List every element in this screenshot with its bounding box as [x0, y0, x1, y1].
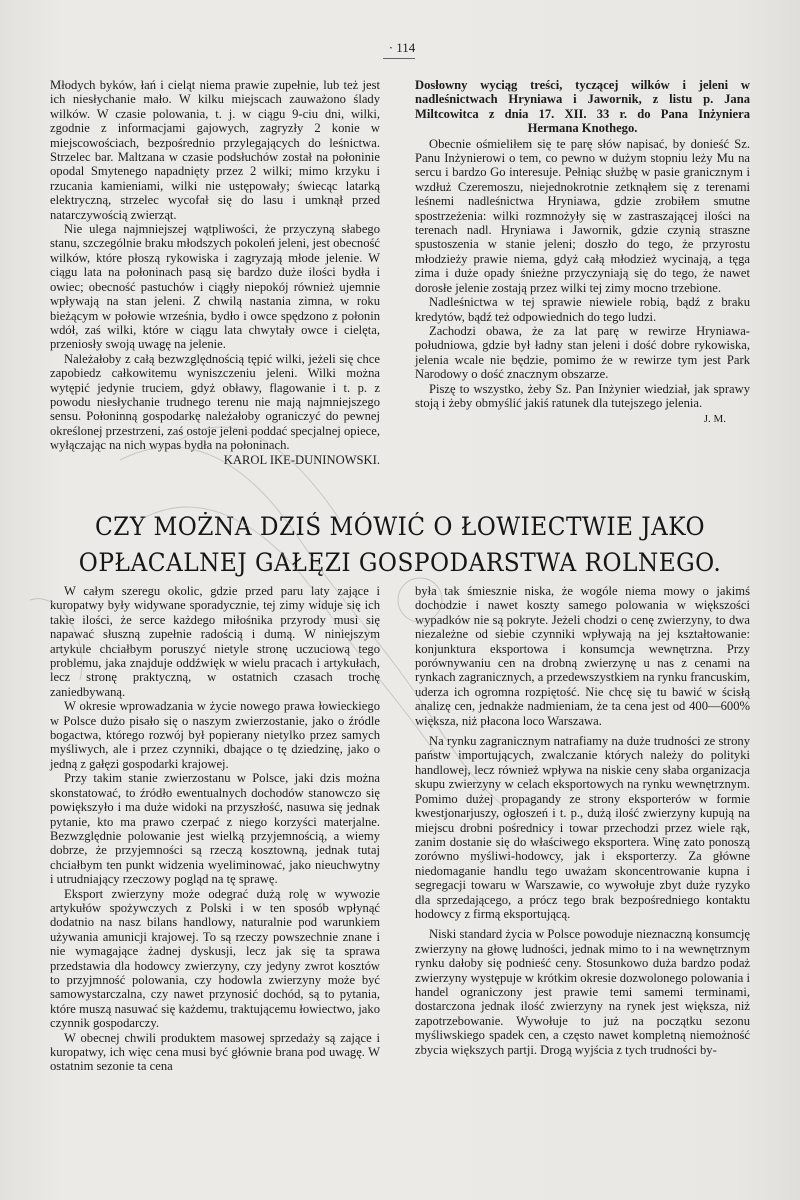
paragraph: W obecnej chwili produktem masowej sprzedaży są zające i kuropatwy, ich więc cena musi być głównie brana pod uwagę. W ostatnim sezonie ta cena: [50, 1030, 380, 1074]
letter-initials: J. M.: [703, 413, 726, 426]
paragraph: Na rynku zagranicznym natrafiamy na duże trudności ze strony państw importujących, zwalczanie których należy do polityki handlowej, lecz również wpływa na niskie ceny słaba organizacja skupu zwierzyny w celach eksportowych na rynku wewnętrznym. Pomimo dużej propagandy ze strony eksporterów w formie kwestjonarjuszy, ogłoszeń i t. p., dużą ilość zwierzyny kupują na miejscu drobni pośrednicy i towar przechodzi przez wiele rąk, zanim dostanie się do właściwego eksportera. Winę zato ponoszą zorówno myśliwi-hodowcy, jak i eksporterzy. Za główne niedomaganie handlu tego uważam skoncentrowanie kupna i segregacji towaru w Warszawie, co wywołuje zbyt duże ryzyko dla sprzedającego, a prócz tego brak bezpośredniego kontaktu hodowcy z firmą eksportującą.: [415, 734, 750, 921]
paragraph: Nie ulega najmniejszej wątpliwości, że przyczyną słabego stanu, szczególnie braku młodszych pokoleń jeleni, jest obecność wilków, które płoszą rykowiska i zagryzają młode jelenie. W ciągu lata na połoninach pasą się bardzo duże ilości bydła i owiec; obecność pastuchów i ciągły niepokój również ujemnie wpływają na stan jeleni. Z chwilą nastania zimna, w roku bieżącym w połowie września, bydło i owce spędzono z połonin wdół, zaś wilki, które w ciągu lata chwytały owce i cielęta, przeniosły swoją uwagę na jelenie.: [50, 222, 380, 352]
letter-heading-line: Miltcowitca z dnia 17. XII. 33 r. do Pana Inżyniera: [415, 106, 750, 121]
paragraph: Eksport zwierzyny może odegrać dużą rolę w wywozie artykułów spożywczych z Polski i w ten sposób wpłynąć dodatnio na nasz bilans handlowy, naturalnie pod warunkiem używania amunicji krajowej. To są rzeczy powszechnie znane i nie wymagające żadnej dyskusji, lecz jak się ta sprawa przedstawia dla hodowcy zwierzyny, czy jedyny zwrot kosztów to przyjmność polowania, czy hodowla zwierzyny może być samowystarczalna, czy nawet przynosić dochód, są to pytania, które muszą nasuwać się każdemu, traktującemu łowiectwo, jako czynnik gospodarczy.: [50, 886, 380, 1031]
letter-heading-line: Hermana Knothego.: [527, 121, 638, 136]
column-top-left: [50, 78, 380, 467]
article-title-line: OPŁACALNEJ GAŁĘZI GOSPODARSTWA ROLNEGO.: [78, 548, 722, 577]
paragraph: Młodych byków, łań i cieląt niema prawie zupełnie, lub też jest ich niesłychanie mało. W kilku miejscach zauważono ślady wilków. W czasie polowania, t. j. w ciągu 9-ciu dni, wilki, zgodnie z informacjami gajowych, zagryzły 2 konie w miejscowościach, bezpośrednio przylegających do leśnictwa. Strzelec bar. Maltzana w czasie podsłuchów został na połoninie opodal Smytenego napadnięty przez 2 wilki; mimo krzyku i rzucania kamieniami, wilki nie ustępowały; świecąc latarką elektryczną, strzelec wycofał się do lasu i umknął przed natarczywością zwierząt.: [50, 78, 380, 222]
paragraph: Nadleśnictwa w tej sprawie niewiele robią, bądź z braku kredytów, bądź też odpowiednich do tego ludzi.: [415, 295, 750, 324]
column-bottom-left: [50, 584, 380, 1074]
article-title-line: CZY MOŻNA DZIŚ MÓWIĆ O ŁOWIECTWIE JAKO: [94, 512, 706, 541]
paragraph: była tak śmiesznie niska, że wogóle niema mowy o jakimś dochodzie i nawet koszty samego polowania w większości wypadków nie są pokryte. Jeżeli chodzi o cenę zwierzyny, to dwa niezależne od siebie czynniki wpływają na jej kształtowanie: konjunktura eksportowa i konsumcja wewnętrzna. Przy porównywaniu cen na drobną zwierzynę u nas z cenami na rynkach zagranicznych, a przedewszystkiem na rynku francuskim, uderza ich ogromna rozpiętość. Nie chcę się tu bawić w ścisłą analizę cen, jednakże nadmieniam, że ta cena jest od 400—600% większa, niż płacona loco Warszawa.: [415, 584, 750, 728]
paragraph: Zachodzi obawa, że za lat parę w rewirze Hryniawa-południowa, gdzie był ładny stan jeleni i dość dobre rykowiska, jelenia wcale nie będzie, pomimo że w rewirze tym jest Park Narodowy o dość znacznym obszarze.: [415, 323, 750, 382]
article-title: [28, 509, 772, 581]
paragraph: W całym szeregu okolic, gdzie przed paru laty zające i kuropatwy były widywane sporadycznie, tej zimy widuje się ich takie ilości, że serce każdego miłośnika przyrody musi się napawać słuszną zupełnie radością i dumą. W niniejszym artykule chciałbym poruszyć nietyle stronę uczuciową tego problemu, jaka znajduje oddźwięk w wielu pracach i artykułach, lecz stronę praktyczną, w ostatnich czasach trochę zaniedbywaną.: [50, 584, 380, 699]
paragraph: Piszę to wszystko, żeby Sz. Pan Inżynier wiedział, jak sprawy stoją i żeby obmyślić jakiś ratunek dla tutejszego jelenia.: [415, 381, 750, 410]
letter-heading: [415, 78, 750, 136]
letter-heading-line: Dosłowny wyciąg treści, tyczącej wilków i jeleni w: [415, 78, 750, 92]
column-top-right: [415, 78, 750, 427]
page-number-underline: [383, 58, 415, 59]
paragraph: Należałoby z całą bezwzględnością tępić wilki, jeżeli się chce zapobiedz całkowitemu wyniszczeniu jeleni. Wilki można wytępić jedynie truciem, gdyż obławy, flagowanie i t. p. z powodu niesłychanie trudnego terenu nie mają najmniejszego sensu. Połoninną gospodarkę należałoby ograniczyć do pewnej określonej przestrzeni, zaś ostoje jeleni poddać specjalnej opiece, wyłączając na nich wypas bydła na połoninach.: [50, 351, 380, 453]
page-number: · 114: [388, 40, 416, 55]
paragraph: Przy takim stanie zwierzostanu w Polsce, jaki dzis można skonstatować, to źródło ewentualnych dochodów stanowczo się powiększyło i ma duże widoki na przyszłość, nasuwa się jednak pytanie, kto ma prawo czerpać z niego korzyści materjalne. Bezwzględnie polowanie jest wielką przyjemnością, a wiemy dobrze, że przyjemności są rzeczą kosztowną, jednak tutaj chciałbym ten punkt widzenia wyeliminować, jako nieuchwytny i utrudniający rzeczowy pogląd na tę sprawę.: [50, 771, 380, 887]
author-signature: KAROL IKE-DUNINOWSKI.: [223, 452, 380, 467]
paragraph: Obecnie ośmieliłem się te parę słów napisać, by donieść Sz. Panu Inżynierowi o tem, co pewno w dużym stopniu leży Mu na sercu i bardzo Go interesuje. Pełniąc służbę w pasie granicznym i wzdłuż Czeremoszu, niejednokrotnie zetknąłem się z terenami leśnemi nadleśnictwa Hryniawa, gdzie zrobiłem smutne spostrzeżenia: wilki rozmnożyły się w zastraszającej ilości na terenach nadl. Hryniawa i Jawornik, gdzie czynią straszne spustoszenia w stanie jeleni; doszło do tego, że przyrostu młodzieży prawie niema, gdyż całą młodzież wycinają, a tęga zima i duże opady śnieżne przyczyniają się do tego, że nawet dorosłe jelenie zostają przez wilki tej zimy mocno trzebione.: [415, 136, 750, 295]
paragraph: Niski standard życia w Polsce powoduje nieznaczną konsumcję zwierzyny na głowę ludności, jednak mimo to i na wewnętrznym rynku dałoby się podnieść ceny. Stosunkowo duża bardzo podaż zwierzyny występuje w krótkim okresie dozwolonego polowania i handel ograniczony jest prawie temi samemi terminami, dostarczona jednak ilość zwierzyny na rynek jest większa, niż zapotrzebowanie. Wywołuje to już na początku sezonu myśliwskiego spadek cen, a często nawet kompletną niemożność zbycia większych partji. Drogą wyjścia z tych trudności by-: [415, 927, 750, 1057]
letter-heading-line: nadleśnictwach Hryniawa i Jawornik, z listu p. Jana: [415, 92, 750, 107]
column-bottom-right: [415, 584, 750, 1057]
paragraph: W okresie wprowadzania w życie nowego prawa łowieckiego w Polsce dużo pisało się o naszym zwierzostanie, jako o źródle bogactwa, którego rozwój był popierany nietylko przez samych myśliwych, ale i przez czynniki, dbające o tę dziedzinę, jako o jedną z gałęzi gospodarki krajowej.: [50, 699, 380, 771]
